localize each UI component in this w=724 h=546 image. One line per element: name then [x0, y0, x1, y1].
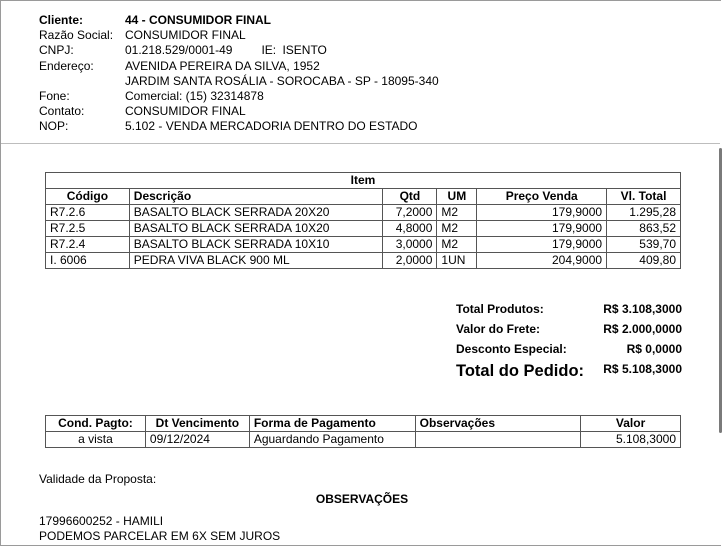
- cell-forma-pagamento: Aguardando Pagamento: [249, 432, 415, 448]
- cell-total: 539,70: [607, 237, 681, 253]
- cliente-label: Cliente:: [39, 13, 84, 27]
- cnpj-value: 01.218.529/0001-49: [125, 43, 233, 58]
- total-produtos-value: R$ 3.108,3000: [603, 302, 682, 316]
- col-observacoes: Observações: [415, 416, 581, 432]
- items-table-title: Item: [46, 173, 681, 189]
- fone-row: [39, 89, 439, 104]
- cell-um: 1UN: [437, 253, 477, 269]
- payment-header-row: [46, 416, 681, 432]
- observacoes-title: OBSERVAÇÕES: [315, 492, 409, 506]
- col-um: UM: [437, 189, 477, 205]
- total-pedido: [456, 362, 682, 382]
- ie-value: ISENTO: [282, 43, 327, 58]
- col-qtd: Qtd: [383, 189, 437, 205]
- endereco-row2: [39, 74, 439, 89]
- payment-table: [45, 415, 681, 448]
- observacao-line: PODEMOS PARCELAR EM 6X SEM JUROS: [39, 529, 281, 543]
- desconto-value: R$ 0,0000: [626, 342, 682, 356]
- ie-label: IE:: [261, 43, 277, 58]
- cliente-row: [39, 13, 439, 28]
- cell-descricao: BASALTO BLACK SERRADA 20X20: [129, 205, 383, 221]
- cliente-value: 44 - CONSUMIDOR FINAL: [125, 13, 272, 27]
- fone-label: Fone:: [39, 89, 70, 104]
- table-row: [46, 237, 681, 253]
- cell-qtd: 2,0000: [383, 253, 437, 269]
- observacoes-text: [39, 514, 280, 544]
- endereco-label: Endereço:: [39, 58, 94, 73]
- cell-total: 863,52: [607, 221, 681, 237]
- valor-frete: [456, 322, 682, 342]
- total-pedido-value: R$ 5.108,3000: [603, 362, 682, 376]
- razao-value: CONSUMIDOR FINAL: [125, 28, 246, 43]
- cell-qtd: 4,8000: [383, 221, 437, 237]
- cell-preco: 179,9000: [477, 221, 607, 237]
- client-info: [39, 13, 439, 135]
- valor-frete-label: Valor do Frete:: [456, 322, 541, 336]
- cell-cond-pagto: a vista: [46, 432, 146, 448]
- cell-codigo: R7.2.6: [46, 205, 130, 221]
- validade-proposta: Validade da Proposta:: [39, 472, 157, 486]
- col-forma-pagamento: Forma de Pagamento: [249, 416, 415, 432]
- cell-um: M2: [437, 205, 477, 221]
- contato-value: CONSUMIDOR FINAL: [125, 104, 246, 119]
- razao-row: [39, 28, 439, 43]
- endereco-line1: AVENIDA PEREIRA DA SILVA, 1952: [125, 58, 320, 73]
- items-table: [45, 172, 681, 269]
- fone-value: Comercial: (15) 32314878: [125, 89, 264, 104]
- cell-preco: 204,9000: [477, 253, 607, 269]
- section-divider: [1, 143, 720, 144]
- cell-observacoes: [415, 432, 581, 448]
- col-dt-vencimento: Dt Vencimento: [145, 416, 249, 432]
- contato-row: [39, 104, 439, 119]
- total-pedido-label: Total do Pedido:: [456, 362, 585, 380]
- cell-descricao: BASALTO BLACK SERRADA 10X10: [129, 237, 383, 253]
- cell-preco: 179,9000: [477, 205, 607, 221]
- valor-frete-value: R$ 2.000,0000: [603, 322, 682, 336]
- cell-codigo: I. 6006: [46, 253, 130, 269]
- nop-value: 5.102 - VENDA MERCADORIA DENTRO DO ESTADO: [125, 119, 418, 134]
- col-descricao: Descrição: [129, 189, 383, 205]
- endereco-line2: JARDIM SANTA ROSÁLIA - SOROCABA - SP - 18095-340: [125, 73, 439, 88]
- cell-preco: 179,9000: [477, 237, 607, 253]
- cell-um: M2: [437, 237, 477, 253]
- contato-label: Contato:: [39, 104, 85, 119]
- endereco-row: [39, 59, 439, 74]
- cell-valor: 5.108,3000: [581, 432, 681, 448]
- total-produtos: [456, 302, 682, 322]
- table-row: [46, 205, 681, 221]
- cell-total: 409,80: [607, 253, 681, 269]
- cell-qtd: 7,2000: [383, 205, 437, 221]
- cell-codigo: R7.2.4: [46, 237, 130, 253]
- cell-dt-vencimento: 09/12/2024: [145, 432, 249, 448]
- razao-label: Razão Social:: [39, 28, 114, 43]
- order-totals: [456, 302, 682, 382]
- cell-total: 1.295,28: [607, 205, 681, 221]
- col-cond-pagto: Cond. Pagto:: [46, 416, 146, 432]
- nop-label: NOP:: [39, 119, 69, 134]
- nop-row: [39, 119, 439, 134]
- vertical-scrollbar[interactable]: [719, 148, 722, 433]
- desconto-label: Desconto Especial:: [456, 342, 567, 356]
- col-codigo: Código: [46, 189, 130, 205]
- cnpj-row: [39, 43, 439, 58]
- table-row: [46, 432, 681, 448]
- items-header-row: [46, 189, 681, 205]
- table-row: [46, 253, 681, 269]
- cell-qtd: 3,0000: [383, 237, 437, 253]
- col-valor: Valor: [581, 416, 681, 432]
- desconto-especial: [456, 342, 682, 362]
- total-produtos-label: Total Produtos:: [456, 302, 544, 316]
- table-row: [46, 221, 681, 237]
- cell-codigo: R7.2.5: [46, 221, 130, 237]
- cell-descricao: BASALTO BLACK SERRADA 10X20: [129, 221, 383, 237]
- cell-um: M2: [437, 221, 477, 237]
- col-preco: Preço Venda: [477, 189, 607, 205]
- cell-descricao: PEDRA VIVA BLACK 900 ML: [129, 253, 383, 269]
- col-total: Vl. Total: [607, 189, 681, 205]
- cnpj-label: CNPJ:: [39, 43, 74, 58]
- observacao-line: 17996600252 - HAMILI: [39, 514, 164, 528]
